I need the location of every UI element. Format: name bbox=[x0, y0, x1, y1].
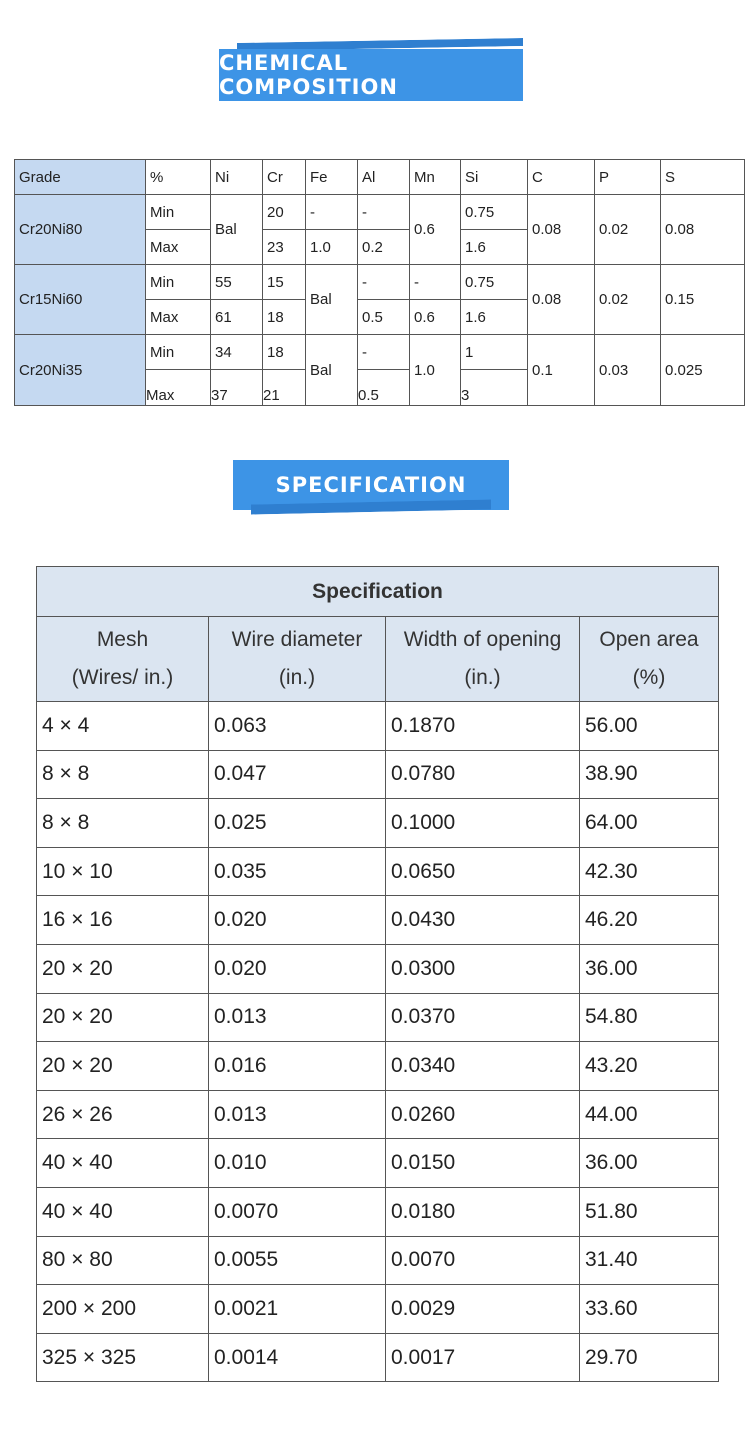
spec-header-row bbox=[37, 617, 719, 702]
chem-header-row bbox=[15, 160, 745, 195]
min-label: Min bbox=[146, 265, 211, 300]
width-of-opening-cell: 0.0180 bbox=[386, 1187, 580, 1236]
header-open-line2: (%) bbox=[632, 666, 666, 689]
header-cr: Cr bbox=[263, 160, 306, 195]
wire-diameter-cell: 0.020 bbox=[209, 944, 386, 993]
mesh-cell: 16 × 16 bbox=[37, 896, 209, 945]
table-row bbox=[37, 1090, 719, 1139]
width-of-opening-cell: 0.0150 bbox=[386, 1139, 580, 1188]
wire-diameter-cell: 0.063 bbox=[209, 702, 386, 751]
chemical-composition-banner bbox=[219, 43, 523, 103]
open-area-cell: 36.00 bbox=[580, 944, 719, 993]
chem-row-cr20ni35-min bbox=[15, 335, 745, 370]
spec-table-title: Specification bbox=[37, 567, 719, 617]
open-area-cell: 31.40 bbox=[580, 1236, 719, 1285]
mesh-cell: 10 × 10 bbox=[37, 847, 209, 896]
mesh-cell: 200 × 200 bbox=[37, 1285, 209, 1334]
p-value: 0.02 bbox=[595, 195, 661, 265]
wire-diameter-cell: 0.0055 bbox=[209, 1236, 386, 1285]
open-area-cell: 33.60 bbox=[580, 1285, 719, 1334]
si-max-value: 1.6 bbox=[461, 300, 528, 335]
width-of-opening-cell: 0.0370 bbox=[386, 993, 580, 1042]
grade-cr15ni60: Cr15Ni60 bbox=[15, 265, 146, 335]
mesh-cell: 20 × 20 bbox=[37, 993, 209, 1042]
mesh-cell: 20 × 20 bbox=[37, 944, 209, 993]
si-min-value: 1 bbox=[461, 335, 528, 370]
grade-cr20ni80: Cr20Ni80 bbox=[15, 195, 146, 265]
open-area-cell: 56.00 bbox=[580, 702, 719, 751]
chemical-composition-heading: CHEMICAL COMPOSITION bbox=[219, 49, 523, 101]
wire-diameter-cell: 0.047 bbox=[209, 750, 386, 799]
header-ni: Ni bbox=[211, 160, 263, 195]
header-width-of-opening bbox=[386, 617, 580, 702]
table-row bbox=[37, 896, 719, 945]
mesh-cell: 325 × 325 bbox=[37, 1333, 209, 1382]
table-row bbox=[37, 702, 719, 751]
chemical-composition-table bbox=[14, 159, 745, 406]
ni-min-value: 55 bbox=[211, 265, 263, 300]
mesh-cell: 4 × 4 bbox=[37, 702, 209, 751]
header-open-line1: Open area bbox=[599, 628, 699, 651]
min-label: Min bbox=[146, 195, 211, 230]
al-max-value: 0.5 bbox=[358, 370, 410, 406]
header-wire-line1: Wire diameter bbox=[231, 628, 363, 651]
header-width-line1: Width of opening bbox=[403, 628, 562, 651]
wire-diameter-cell: 0.035 bbox=[209, 847, 386, 896]
wire-diameter-cell: 0.0070 bbox=[209, 1187, 386, 1236]
s-value: 0.025 bbox=[661, 335, 745, 406]
al-max-value: 0.5 bbox=[358, 300, 410, 335]
width-of-opening-cell: 0.0017 bbox=[386, 1333, 580, 1382]
max-label: Max bbox=[146, 300, 211, 335]
c-value: 0.08 bbox=[528, 265, 595, 335]
si-min-value: 0.75 bbox=[461, 195, 528, 230]
specification-table bbox=[36, 566, 719, 1382]
open-area-cell: 64.00 bbox=[580, 799, 719, 848]
header-percent: % bbox=[146, 160, 211, 195]
table-row bbox=[37, 847, 719, 896]
cr-max-value: 18 bbox=[263, 300, 306, 335]
width-of-opening-cell: 0.0340 bbox=[386, 1042, 580, 1091]
spec-table-body bbox=[37, 702, 719, 1382]
al-min-value: - bbox=[358, 195, 410, 230]
mesh-cell: 8 × 8 bbox=[37, 799, 209, 848]
width-of-opening-cell: 0.1000 bbox=[386, 799, 580, 848]
c-value: 0.08 bbox=[528, 195, 595, 265]
s-value: 0.08 bbox=[661, 195, 745, 265]
table-row bbox=[37, 750, 719, 799]
mesh-cell: 40 × 40 bbox=[37, 1187, 209, 1236]
cr-min-value: 20 bbox=[263, 195, 306, 230]
al-min-value: - bbox=[358, 335, 410, 370]
open-area-cell: 44.00 bbox=[580, 1090, 719, 1139]
specification-banner bbox=[233, 452, 509, 518]
cr-min-value: 15 bbox=[263, 265, 306, 300]
width-of-opening-cell: 0.0300 bbox=[386, 944, 580, 993]
header-p: P bbox=[595, 160, 661, 195]
mesh-cell: 20 × 20 bbox=[37, 1042, 209, 1091]
p-value: 0.03 bbox=[595, 335, 661, 406]
mesh-cell: 26 × 26 bbox=[37, 1090, 209, 1139]
header-grade: Grade bbox=[15, 160, 146, 195]
c-value: 0.1 bbox=[528, 335, 595, 406]
header-mesh bbox=[37, 617, 209, 702]
width-of-opening-cell: 0.0650 bbox=[386, 847, 580, 896]
width-of-opening-cell: 0.0029 bbox=[386, 1285, 580, 1334]
wire-diameter-cell: 0.016 bbox=[209, 1042, 386, 1091]
width-of-opening-cell: 0.0260 bbox=[386, 1090, 580, 1139]
header-mn: Mn bbox=[410, 160, 461, 195]
ni-min-value: 34 bbox=[211, 335, 263, 370]
open-area-cell: 29.70 bbox=[580, 1333, 719, 1382]
mn-max-value: 0.6 bbox=[410, 300, 461, 335]
chem-row-cr15ni60-min bbox=[15, 265, 745, 300]
max-label: Max bbox=[146, 230, 211, 265]
mn-value: 1.0 bbox=[410, 335, 461, 406]
wire-diameter-cell: 0.013 bbox=[209, 993, 386, 1042]
cr-max-value: 23 bbox=[263, 230, 306, 265]
open-area-cell: 51.80 bbox=[580, 1187, 719, 1236]
si-max-value: 3 bbox=[461, 370, 528, 406]
mn-min-value: - bbox=[410, 265, 461, 300]
table-row bbox=[37, 799, 719, 848]
header-mesh-line2: (Wires/ in.) bbox=[71, 666, 174, 689]
width-of-opening-cell: 0.0070 bbox=[386, 1236, 580, 1285]
header-s: S bbox=[661, 160, 745, 195]
ni-max-value: 61 bbox=[211, 300, 263, 335]
table-row bbox=[37, 1187, 719, 1236]
ni-value: Bal bbox=[211, 195, 263, 265]
fe-value: Bal bbox=[306, 265, 358, 335]
header-fe: Fe bbox=[306, 160, 358, 195]
fe-value: Bal bbox=[306, 335, 358, 406]
wire-diameter-cell: 0.0021 bbox=[209, 1285, 386, 1334]
width-of-opening-cell: 0.0430 bbox=[386, 896, 580, 945]
width-of-opening-cell: 0.0780 bbox=[386, 750, 580, 799]
header-wire-diameter bbox=[209, 617, 386, 702]
grade-cr20ni35: Cr20Ni35 bbox=[15, 335, 146, 406]
fe-max-value: 1.0 bbox=[306, 230, 358, 265]
open-area-cell: 54.80 bbox=[580, 993, 719, 1042]
header-c: C bbox=[528, 160, 595, 195]
table-row bbox=[37, 1236, 719, 1285]
ni-max-value: 37 bbox=[211, 370, 263, 406]
mesh-cell: 80 × 80 bbox=[37, 1236, 209, 1285]
p-value: 0.02 bbox=[595, 265, 661, 335]
cr-max-value: 21 bbox=[263, 370, 306, 406]
open-area-cell: 42.30 bbox=[580, 847, 719, 896]
wire-diameter-cell: 0.013 bbox=[209, 1090, 386, 1139]
table-row bbox=[37, 1139, 719, 1188]
header-mesh-line1: Mesh bbox=[96, 628, 149, 651]
chem-row-cr20ni80-min bbox=[15, 195, 745, 230]
wire-diameter-cell: 0.0014 bbox=[209, 1333, 386, 1382]
open-area-cell: 38.90 bbox=[580, 750, 719, 799]
table-row bbox=[37, 1042, 719, 1091]
mn-value: 0.6 bbox=[410, 195, 461, 265]
open-area-cell: 43.20 bbox=[580, 1042, 719, 1091]
table-row bbox=[37, 1285, 719, 1334]
header-width-line2: (in.) bbox=[464, 666, 501, 689]
header-open-area bbox=[580, 617, 719, 702]
al-max-value: 0.2 bbox=[358, 230, 410, 265]
fe-min-value: - bbox=[306, 195, 358, 230]
wire-diameter-cell: 0.025 bbox=[209, 799, 386, 848]
table-row bbox=[37, 993, 719, 1042]
mesh-cell: 40 × 40 bbox=[37, 1139, 209, 1188]
s-value: 0.15 bbox=[661, 265, 745, 335]
header-al: Al bbox=[358, 160, 410, 195]
header-si: Si bbox=[461, 160, 528, 195]
min-label: Min bbox=[146, 335, 211, 370]
specification-heading: SPECIFICATION bbox=[233, 460, 509, 510]
table-row bbox=[37, 1333, 719, 1382]
header-wire-line2: (in.) bbox=[278, 666, 316, 689]
open-area-cell: 36.00 bbox=[580, 1139, 719, 1188]
si-min-value: 0.75 bbox=[461, 265, 528, 300]
wire-diameter-cell: 0.020 bbox=[209, 896, 386, 945]
spec-title-row bbox=[37, 567, 719, 617]
al-min-value: - bbox=[358, 265, 410, 300]
cr-min-value: 18 bbox=[263, 335, 306, 370]
open-area-cell: 46.20 bbox=[580, 896, 719, 945]
max-label: Max bbox=[146, 370, 211, 406]
table-row bbox=[37, 944, 719, 993]
si-max-value: 1.6 bbox=[461, 230, 528, 265]
mesh-cell: 8 × 8 bbox=[37, 750, 209, 799]
width-of-opening-cell: 0.1870 bbox=[386, 702, 580, 751]
wire-diameter-cell: 0.010 bbox=[209, 1139, 386, 1188]
